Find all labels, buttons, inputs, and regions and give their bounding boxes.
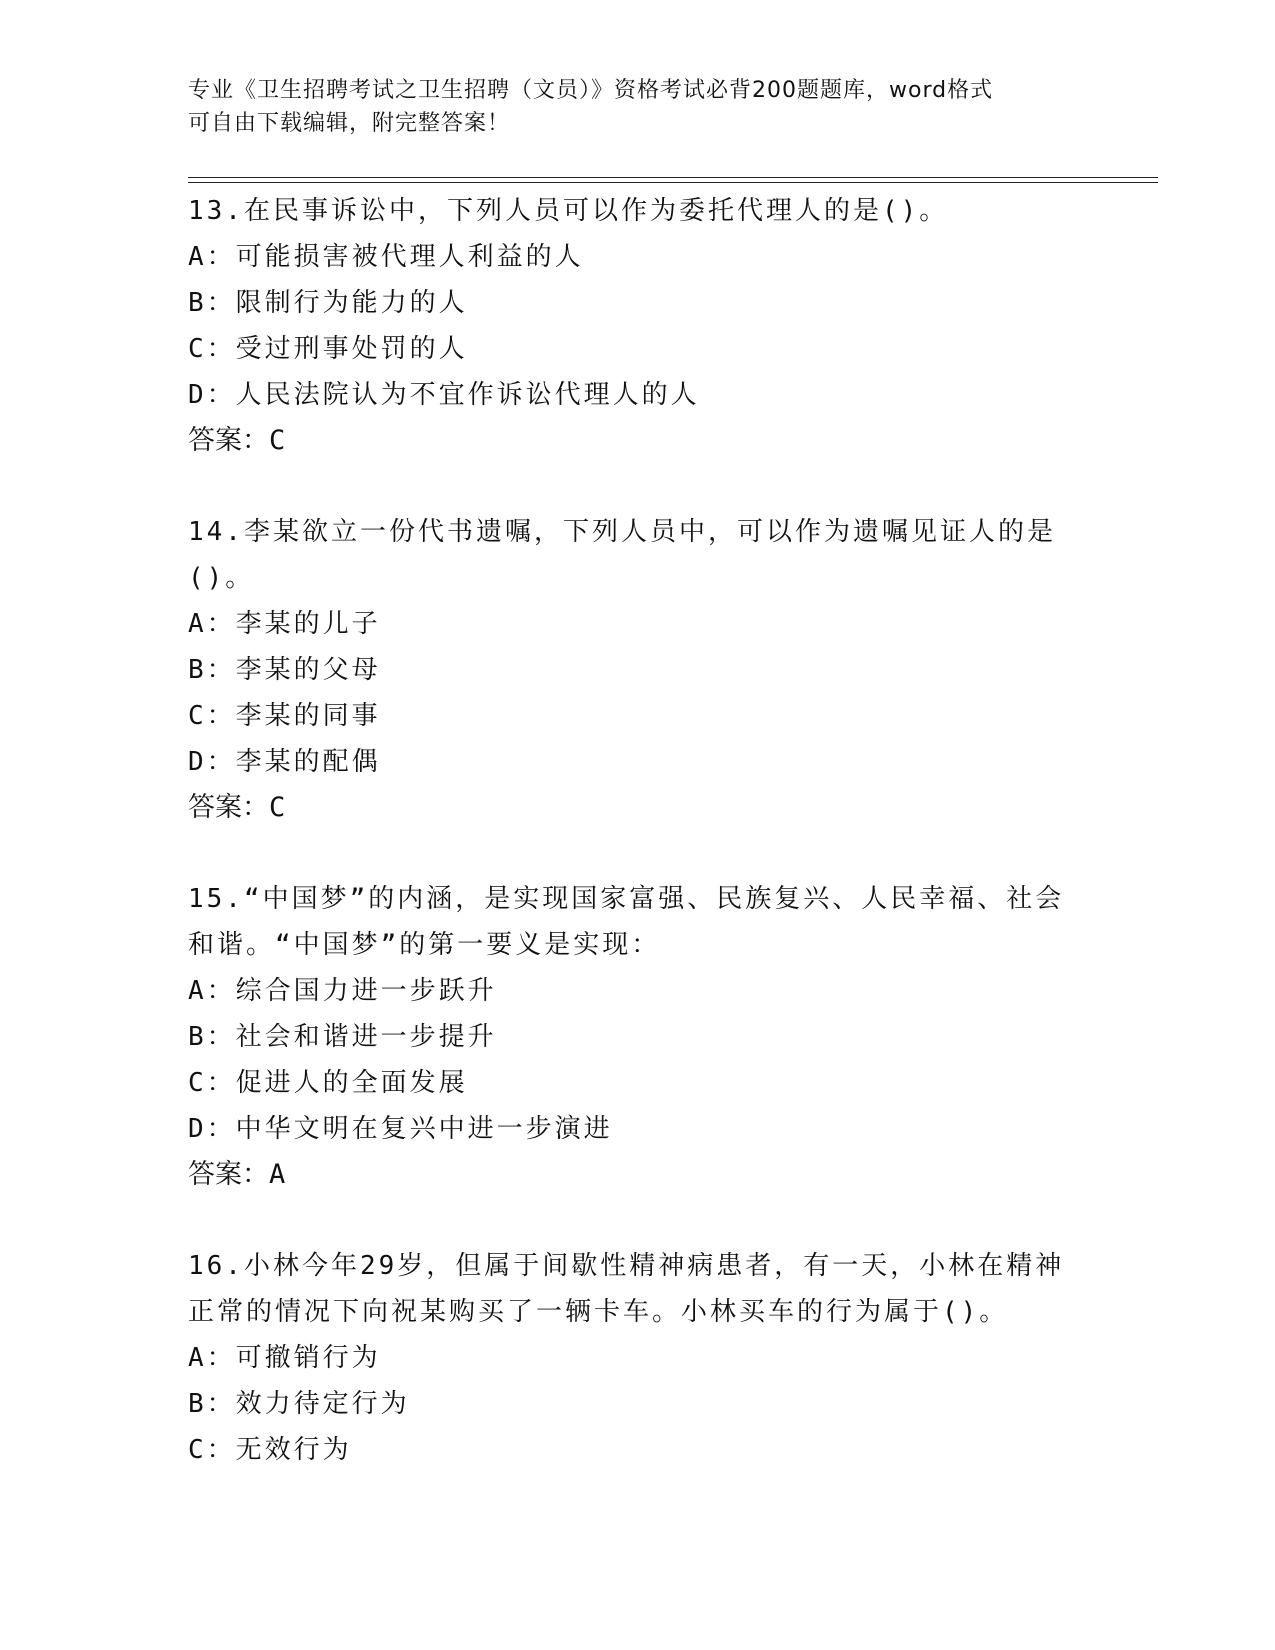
question-16 (188, 1243, 1088, 1473)
option-a: A：可撤销行为 (188, 1343, 381, 1373)
question-15 (188, 876, 1088, 1198)
option-d: D：中华文明在复兴中进一步演进 (188, 1114, 613, 1144)
answer-label: 答案： (188, 425, 269, 456)
question-stem: 16.小林今年29岁，但属于间歇性精神病患者，有一天，小林在精神正常的情况下向祝某购买了一辆卡车。小林买车的行为属于()。 (188, 1251, 1065, 1327)
header-divider-top (188, 177, 1158, 178)
option-b: B：社会和谐进一步提升 (188, 1022, 497, 1052)
answer-value: C (269, 792, 286, 823)
answer-label: 答案： (188, 1159, 269, 1190)
option-d: D：李某的配偶 (188, 747, 381, 777)
answer-value: A (269, 1159, 286, 1190)
answer-line (188, 1152, 1088, 1198)
option-a: A：综合国力进一步跃升 (188, 976, 497, 1006)
question-list (188, 188, 1088, 1518)
option-c: C：无效行为 (188, 1435, 352, 1465)
option-a: A：李某的儿子 (188, 609, 381, 639)
option-a: A：可能损害被代理人利益的人 (188, 242, 584, 272)
option-c: C：李某的同事 (188, 701, 381, 731)
question-stem: 14.李某欲立一份代书遗嘱，下列人员中，可以作为遗嘱见证人的是()。 (188, 517, 1056, 593)
answer-label: 答案： (188, 792, 269, 823)
question-13 (188, 188, 1088, 464)
answer-line (188, 418, 1088, 464)
option-c: C：促进人的全面发展 (188, 1068, 468, 1098)
option-c: C：受过刑事处罚的人 (188, 334, 468, 364)
document-header (188, 74, 1088, 140)
option-b: B：限制行为能力的人 (188, 288, 468, 318)
answer-line (188, 785, 1088, 831)
question-stem: 15.“中国梦”的内涵，是实现国家富强、民族复兴、人民幸福、社会和谐。“中国梦”的第一要义是实现： (188, 884, 1065, 960)
header-line-1: 专业《卫生招聘考试之卫生招聘（文员）》资格考试必背200题题库，word格式 (188, 78, 994, 103)
option-b: B：李某的父母 (188, 655, 381, 685)
option-d: D：人民法院认为不宜作诉讼代理人的人 (188, 380, 700, 410)
option-b: B：效力待定行为 (188, 1389, 410, 1419)
header-line-2: 可自由下载编辑，附完整答案！ (188, 111, 511, 136)
question-14 (188, 509, 1088, 831)
answer-value: C (269, 425, 286, 456)
question-stem: 13.在民事诉讼中，下列人员可以作为委托代理人的是()。 (188, 196, 949, 226)
header-divider-bottom (188, 182, 1158, 183)
